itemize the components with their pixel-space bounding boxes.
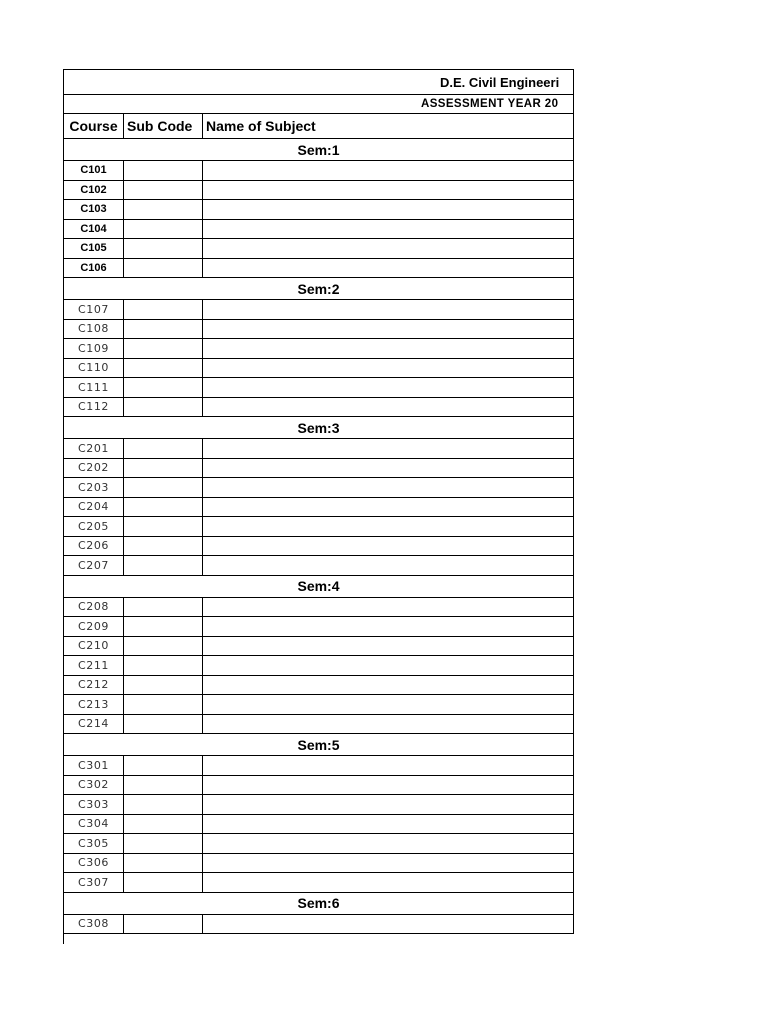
header-course: Course — [64, 114, 124, 138]
semester-header-row — [64, 139, 574, 161]
course-row — [64, 598, 574, 618]
semester-label: Sem:4 — [64, 576, 574, 597]
header-name-of-subject: Name of Subject — [203, 114, 574, 138]
subject-name-cell[interactable] — [203, 537, 574, 556]
semester-label: Sem:3 — [64, 417, 574, 438]
semester-label: Sem:1 — [64, 139, 574, 160]
subject-name-cell[interactable] — [203, 715, 574, 734]
subject-name-cell[interactable] — [203, 517, 574, 536]
sub-code-cell[interactable] — [124, 439, 203, 458]
sub-code-cell[interactable] — [124, 617, 203, 636]
subject-name-cell[interactable] — [203, 915, 574, 934]
course-code-cell: C213 — [64, 695, 124, 714]
subject-name-cell[interactable] — [203, 756, 574, 775]
sub-code-cell[interactable] — [124, 756, 203, 775]
course-code-cell: C305 — [64, 834, 124, 853]
subtitle-row — [64, 95, 574, 114]
course-row — [64, 181, 574, 201]
course-code-cell: C308 — [64, 915, 124, 934]
semester-label: Sem:5 — [64, 734, 574, 755]
subject-name-cell[interactable] — [203, 478, 574, 497]
sub-code-cell[interactable] — [124, 239, 203, 258]
sub-code-cell[interactable] — [124, 200, 203, 219]
course-row — [64, 300, 574, 320]
course-code-cell: C204 — [64, 498, 124, 517]
sub-code-cell[interactable] — [124, 339, 203, 358]
course-code-cell: C102 — [64, 181, 124, 200]
course-code-cell: C207 — [64, 556, 124, 575]
sub-code-cell[interactable] — [124, 854, 203, 873]
sub-code-cell[interactable] — [124, 795, 203, 814]
course-code-cell: C103 — [64, 200, 124, 219]
sub-code-cell[interactable] — [124, 776, 203, 795]
course-code-cell: C206 — [64, 537, 124, 556]
sub-code-cell[interactable] — [124, 815, 203, 834]
sub-code-cell[interactable] — [124, 656, 203, 675]
sub-code-cell[interactable] — [124, 556, 203, 575]
sub-code-cell[interactable] — [124, 834, 203, 853]
semester-header-row — [64, 417, 574, 439]
subject-name-cell[interactable] — [203, 656, 574, 675]
sub-code-cell[interactable] — [124, 359, 203, 378]
course-code-cell: C105 — [64, 239, 124, 258]
course-row — [64, 161, 574, 181]
course-code-cell: C211 — [64, 656, 124, 675]
course-code-cell: C214 — [64, 715, 124, 734]
sub-code-cell[interactable] — [124, 695, 203, 714]
subject-name-cell[interactable] — [203, 439, 574, 458]
course-code-cell: C112 — [64, 398, 124, 417]
course-row — [64, 695, 574, 715]
subject-name-cell[interactable] — [203, 873, 574, 892]
subject-name-cell[interactable] — [203, 359, 574, 378]
course-row — [64, 637, 574, 657]
course-row — [64, 220, 574, 240]
course-row — [64, 656, 574, 676]
subject-name-cell[interactable] — [203, 398, 574, 417]
subject-name-cell[interactable] — [203, 378, 574, 397]
course-code-cell: C202 — [64, 459, 124, 478]
subject-name-cell[interactable] — [203, 220, 574, 239]
subject-name-cell[interactable] — [203, 556, 574, 575]
semester-header-row — [64, 734, 574, 756]
sub-code-cell[interactable] — [124, 598, 203, 617]
course-row — [64, 715, 574, 735]
course-row — [64, 478, 574, 498]
course-code-cell: C210 — [64, 637, 124, 656]
subject-name-cell[interactable] — [203, 834, 574, 853]
course-row — [64, 200, 574, 220]
course-row — [64, 556, 574, 576]
subject-name-cell[interactable] — [203, 815, 574, 834]
sub-code-cell[interactable] — [124, 398, 203, 417]
semester-header-row — [64, 893, 574, 915]
course-code-cell: C107 — [64, 300, 124, 319]
header-row — [64, 114, 574, 139]
course-code-cell: C307 — [64, 873, 124, 892]
sub-code-cell[interactable] — [124, 220, 203, 239]
course-code-cell: C303 — [64, 795, 124, 814]
course-code-cell: C212 — [64, 676, 124, 695]
course-row — [64, 259, 574, 279]
sub-code-cell[interactable] — [124, 715, 203, 734]
semester-header-row — [64, 278, 574, 300]
course-row — [64, 915, 574, 935]
sub-code-cell[interactable] — [124, 320, 203, 339]
course-row — [64, 239, 574, 259]
subject-name-cell[interactable] — [203, 259, 574, 278]
subject-name-cell[interactable] — [203, 795, 574, 814]
course-row — [64, 676, 574, 696]
sub-code-cell[interactable] — [124, 498, 203, 517]
course-code-cell: C209 — [64, 617, 124, 636]
course-row — [64, 398, 574, 418]
sub-code-cell[interactable] — [124, 676, 203, 695]
subject-name-cell[interactable] — [203, 617, 574, 636]
course-row — [64, 795, 574, 815]
course-row — [64, 756, 574, 776]
course-code-cell: C302 — [64, 776, 124, 795]
semester-label: Sem:2 — [64, 278, 574, 299]
course-row — [64, 439, 574, 459]
subject-name-cell[interactable] — [203, 695, 574, 714]
course-row — [64, 320, 574, 340]
subject-name-cell[interactable] — [203, 300, 574, 319]
semester-header-row — [64, 576, 574, 598]
subject-name-cell[interactable] — [203, 161, 574, 180]
sub-code-cell[interactable] — [124, 259, 203, 278]
course-row — [64, 854, 574, 874]
sheet-title: D.E. Civil Engineeri — [440, 74, 560, 90]
sub-code-cell[interactable] — [124, 161, 203, 180]
subject-name-cell[interactable] — [203, 637, 574, 656]
course-row — [64, 834, 574, 854]
subject-name-cell[interactable] — [203, 776, 574, 795]
sub-code-cell[interactable] — [124, 873, 203, 892]
course-row — [64, 378, 574, 398]
course-code-cell: C101 — [64, 161, 124, 180]
sub-code-cell[interactable] — [124, 378, 203, 397]
sub-code-cell[interactable] — [124, 517, 203, 536]
course-row — [64, 815, 574, 835]
course-row — [64, 776, 574, 796]
subject-name-cell[interactable] — [203, 320, 574, 339]
course-row — [64, 617, 574, 637]
course-code-cell: C109 — [64, 339, 124, 358]
course-row — [64, 339, 574, 359]
sub-code-cell[interactable] — [124, 181, 203, 200]
sub-code-cell[interactable] — [124, 459, 203, 478]
sheet-subtitle: ASSESSMENT YEAR 20 — [421, 98, 559, 110]
sub-code-cell[interactable] — [124, 478, 203, 497]
course-code-cell: C106 — [64, 259, 124, 278]
subject-name-cell[interactable] — [203, 676, 574, 695]
course-code-cell: C205 — [64, 517, 124, 536]
course-row — [64, 459, 574, 479]
sub-code-cell[interactable] — [124, 915, 203, 934]
semester-label: Sem:6 — [64, 893, 574, 914]
course-row — [64, 517, 574, 537]
subject-name-cell[interactable] — [203, 200, 574, 219]
course-code-cell: C108 — [64, 320, 124, 339]
course-code-cell: C301 — [64, 756, 124, 775]
assessment-table — [63, 69, 574, 944]
course-code-cell: C306 — [64, 854, 124, 873]
subject-name-cell[interactable] — [203, 181, 574, 200]
course-code-cell: C304 — [64, 815, 124, 834]
sub-code-cell[interactable] — [124, 300, 203, 319]
course-code-cell: C111 — [64, 378, 124, 397]
course-row — [64, 359, 574, 379]
subject-name-cell[interactable] — [203, 854, 574, 873]
subject-name-cell[interactable] — [203, 239, 574, 258]
course-row — [64, 537, 574, 557]
course-code-cell: C110 — [64, 359, 124, 378]
subject-name-cell[interactable] — [203, 339, 574, 358]
course-code-cell: C104 — [64, 220, 124, 239]
title-row — [64, 70, 574, 95]
sub-code-cell[interactable] — [124, 637, 203, 656]
course-code-cell: C208 — [64, 598, 124, 617]
course-row — [64, 498, 574, 518]
sub-code-cell[interactable] — [124, 537, 203, 556]
course-code-cell: C203 — [64, 478, 124, 497]
course-row — [64, 873, 574, 893]
course-code-cell: C201 — [64, 439, 124, 458]
subject-name-cell[interactable] — [203, 498, 574, 517]
subject-name-cell[interactable] — [203, 598, 574, 617]
subject-name-cell[interactable] — [203, 459, 574, 478]
header-sub-code: Sub Code — [124, 114, 203, 138]
